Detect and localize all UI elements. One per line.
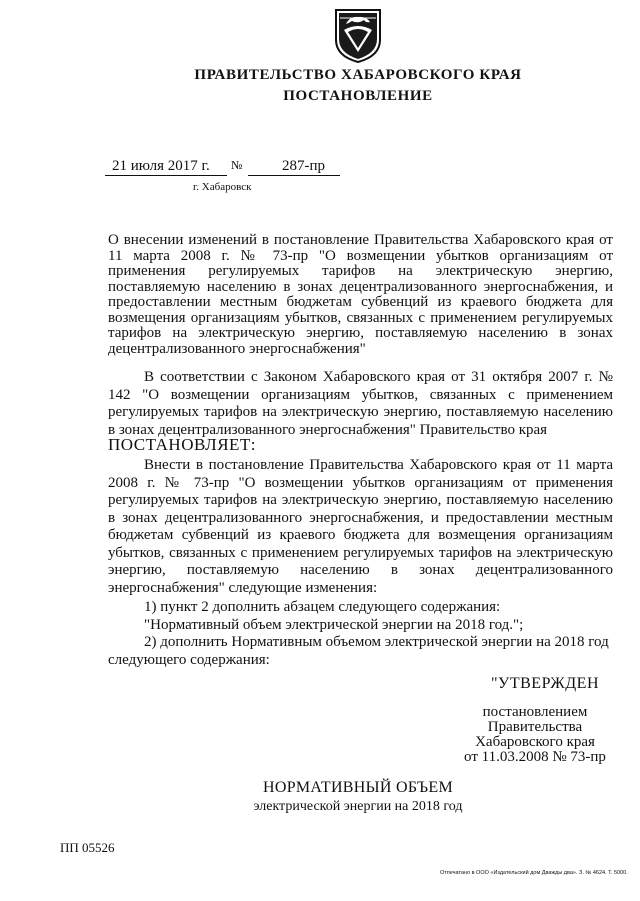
- approval-block: [450, 676, 620, 765]
- item-2: 2) дополнить Нормативным объемом электрической энергии на 2018 год: [144, 634, 609, 650]
- decree-title: ПОСТАНОВЛЕНИЕ: [283, 88, 433, 104]
- government-title: ПРАВИТЕЛЬСТВО ХАБАРОВСКОГО КРАЯ: [194, 67, 522, 83]
- normative-title: НОРМАТИВНЫЙ ОБЪЕМ: [263, 779, 453, 796]
- decree-date: 21 июля 2017 г.: [112, 158, 210, 174]
- coat-of-arms-emblem: [330, 6, 386, 64]
- item-1-quote: "Нормативный объем электрической энергии на 2018 год.";: [144, 617, 524, 633]
- normative-subtitle: электрической энергии на 2018 год: [253, 799, 463, 814]
- date-underline: [105, 175, 227, 176]
- resolves-heading: ПОСТАНОВЛЯЕТ:: [108, 435, 257, 454]
- document-code: ПП 05526: [60, 840, 115, 855]
- number-sign: №: [231, 158, 243, 172]
- approval-line: от 11.03.2008 № 73-пр: [464, 749, 606, 765]
- city-label: г. Хабаровск: [193, 181, 252, 193]
- decree-subject: О внесении изменений в постановление Правительства Хабаровского края от 11 марта 2008 г. № 73-пр "О возмещении убытков организациям от применения регулируемых тарифов на электрическую энергию, поставляемую населению в зонах децентрализованного энергоснабжения, и предоставлении местным бюджетам субвенций из краевого бюджета для возмещения организациям убытков, связанных с применением регулируемых тарифов на электрическую энергию, поставляемую населению в зонах децентрализованного энергоснабжения": [108, 232, 613, 357]
- main-paragraph: Внести в постановление Правительства Хабаровского края от 11 марта 2008 г. № 73-пр "О возмещении убытков организациям от применения регулируемых тарифов на электрическую энергию, поставляемую населению в зонах децентрализованного энергоснабжения, и предоставлении местным бюджетам субвенций из краевого бюджета для возмещения организациям убытков, связанных с применением регулируемых тарифов на электрическую энергию, поставляемую населению в зонах децентрализованного энергоснабжения" следующие изменения:: [108, 457, 613, 596]
- printer-imprint: Отпечатано в ООО «Издательский дом Дважды два». З. № 4624. Т. 5000.: [440, 870, 628, 876]
- approval-line: Правительства: [487, 719, 583, 735]
- decree-number: 287-пр: [282, 158, 326, 174]
- preamble-paragraph: В соответствии с Законом Хабаровского края от 31 октября 2007 г. № 142 "О возмещении организациям убытков, связанных с применением регулируемых тарифов на электрическую энергию, поставляемую населению в зонах децентрализованного энергоснабжения" Правительство края: [108, 369, 613, 438]
- number-underline: [248, 175, 340, 176]
- approval-heading: "УТВЕРЖДЕН: [491, 675, 599, 692]
- approval-line: постановлением: [482, 704, 588, 720]
- approval-line: Хабаровского края: [475, 734, 595, 750]
- item-2-continuation: следующего содержания:: [108, 652, 270, 668]
- item-1: 1) пункт 2 дополнить абзацем следующего содержания:: [144, 599, 501, 615]
